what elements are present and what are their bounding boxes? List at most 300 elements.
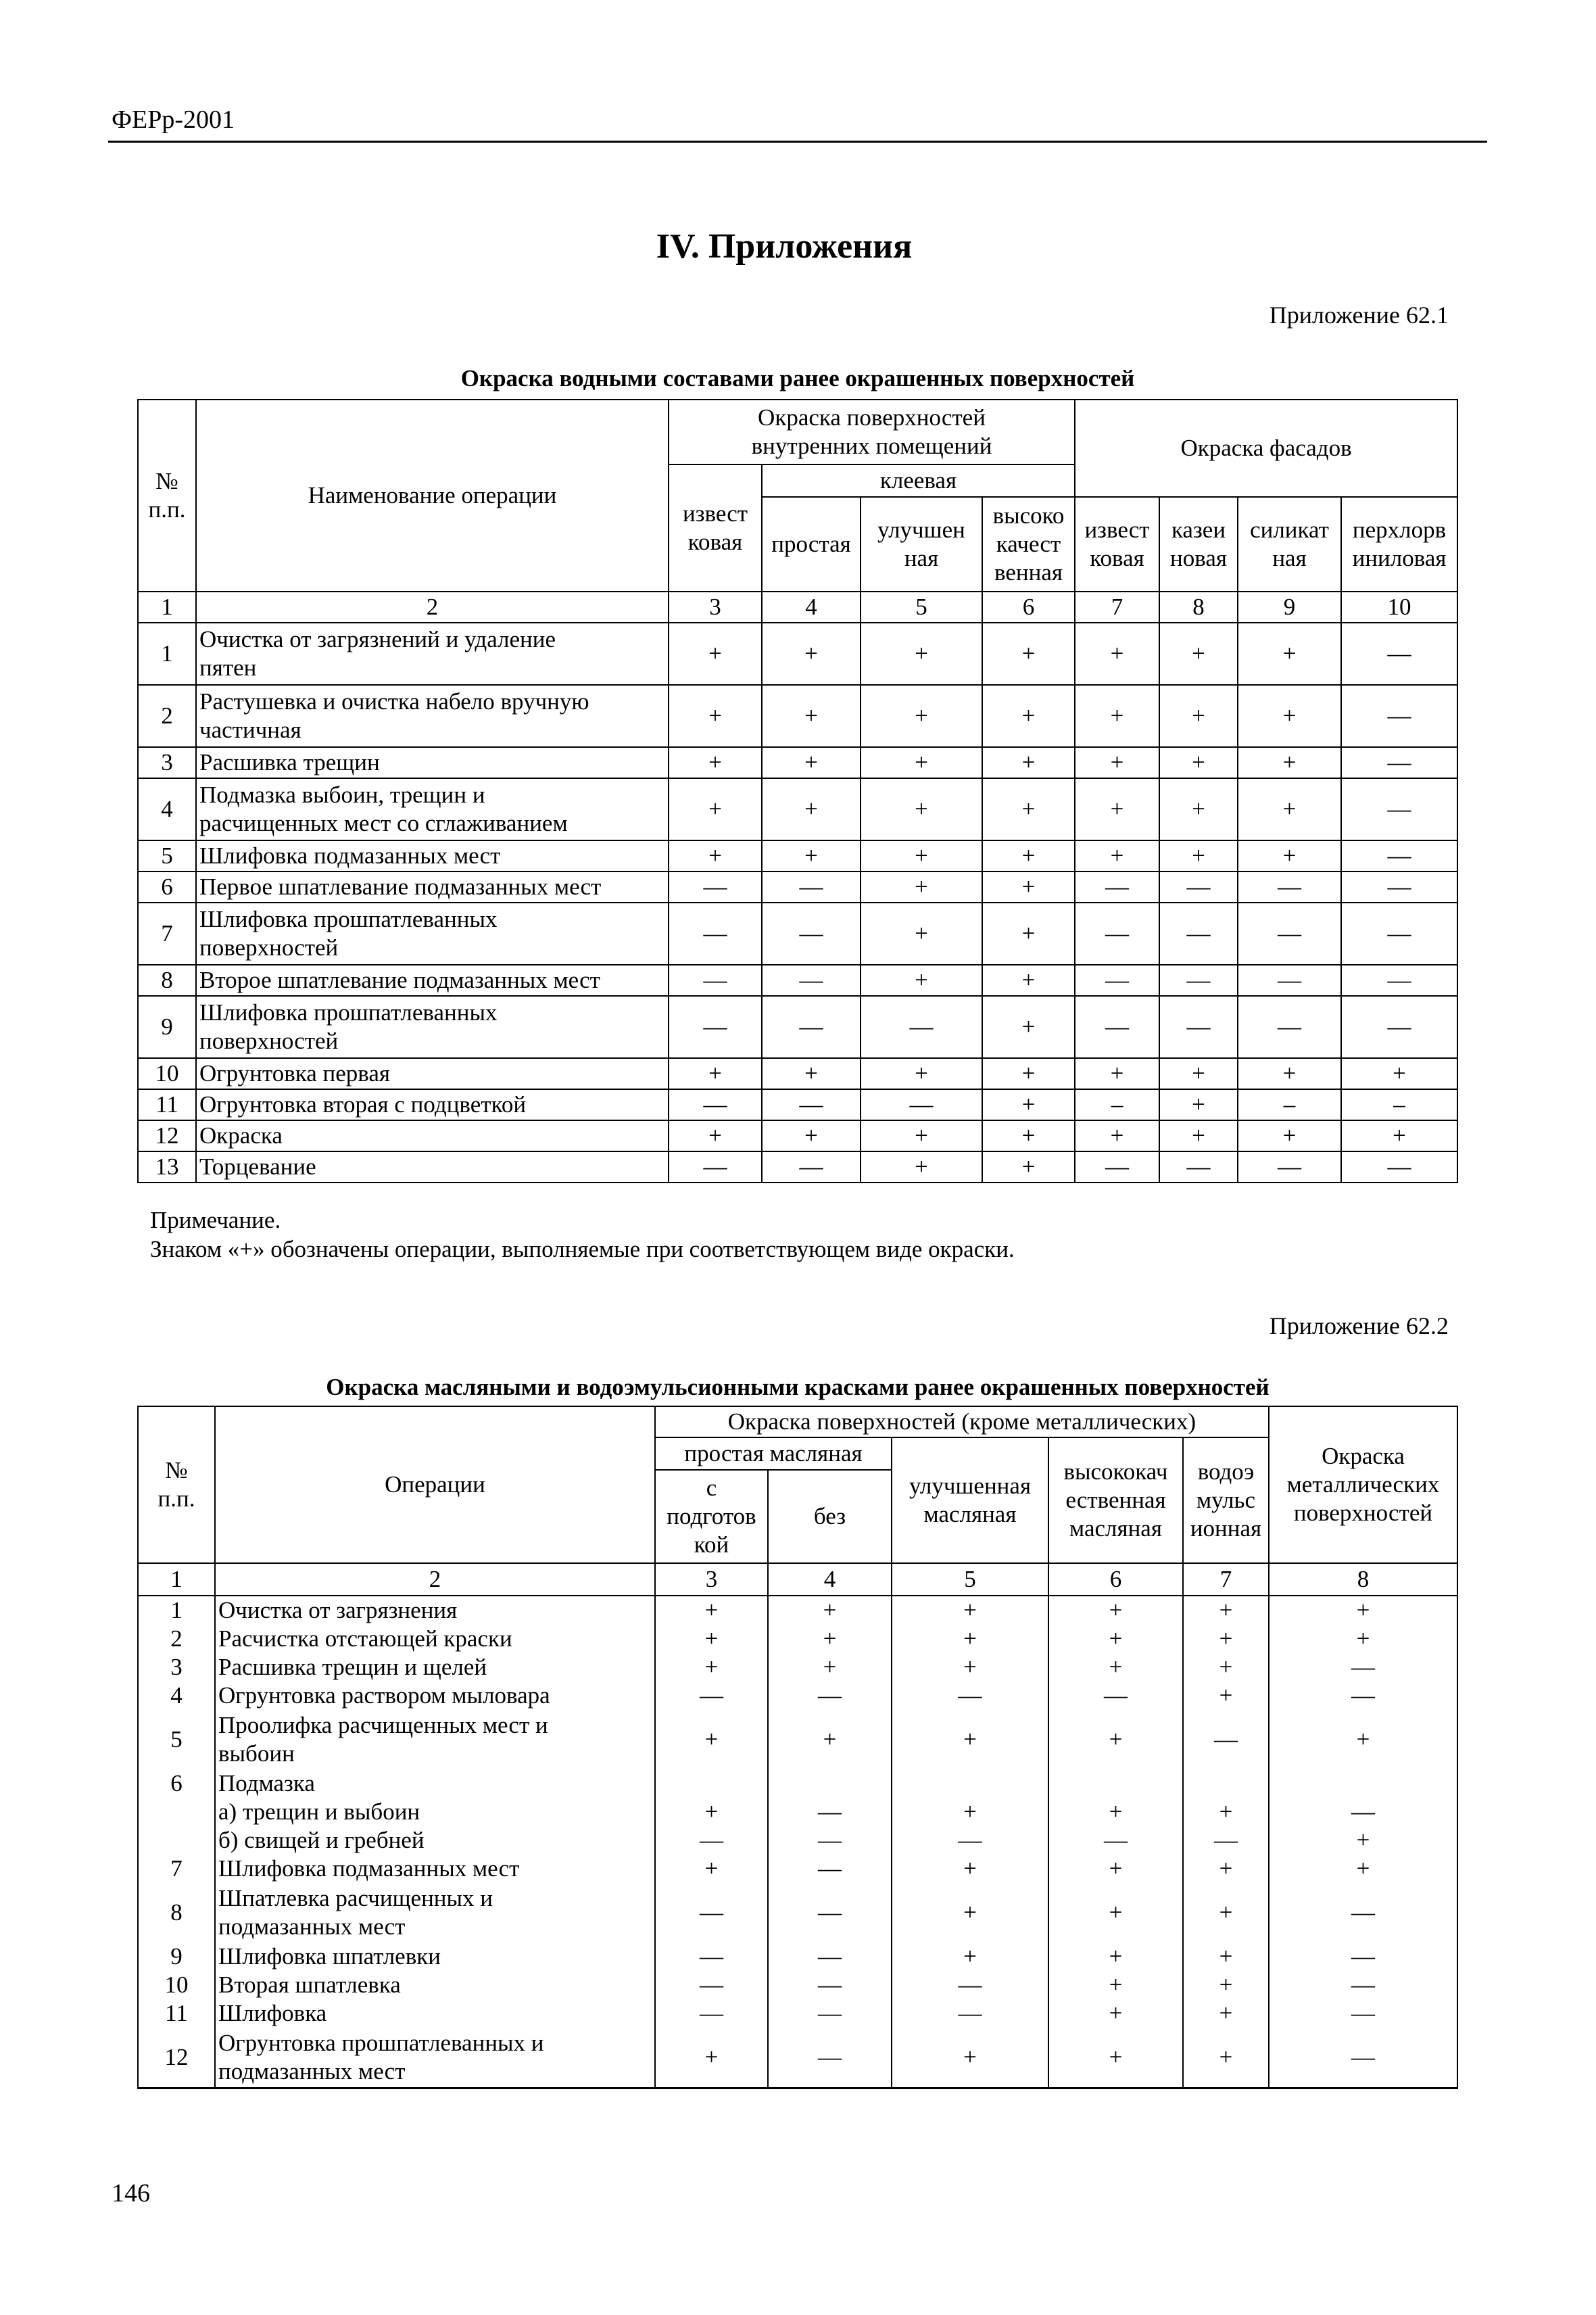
row-number: 9 xyxy=(138,996,196,1058)
applicability-mark: — xyxy=(1159,1151,1238,1183)
row-number: 3 xyxy=(138,747,196,778)
applicability-mark: — xyxy=(1269,1798,1457,1826)
column-number: 2 xyxy=(196,592,669,623)
applicability-mark: + xyxy=(1269,1625,1457,1653)
operation-name: Торцевание xyxy=(196,1151,669,1183)
header-col: простая xyxy=(762,497,861,592)
applicability-mark: — xyxy=(1159,903,1238,965)
header-metal: Окраска металлических поверхностей xyxy=(1269,1406,1457,1563)
operation-name: Расшивка трещин и щелей xyxy=(215,1653,655,1681)
header-simple-oil: простая масляная xyxy=(655,1437,892,1470)
applicability-mark: + xyxy=(1183,2028,1269,2089)
applicability-mark: + xyxy=(762,685,861,747)
applicability-mark: — xyxy=(1269,1681,1457,1710)
header-col: казеи новая xyxy=(1159,497,1238,592)
operation-name: Проолифка расчищенных мест и выбоин xyxy=(215,1710,655,1769)
applicability-mark: + xyxy=(655,2028,768,2089)
applicability-mark: + xyxy=(1048,1942,1183,1971)
table-row xyxy=(138,1798,1457,1826)
applicability-mark: + xyxy=(655,1798,768,1826)
applicability-mark: — xyxy=(655,1883,768,1942)
applicability-mark: + xyxy=(669,623,762,685)
table-row xyxy=(138,1151,1457,1183)
applicability-mark: — xyxy=(669,903,762,965)
header-glue: клеевая xyxy=(762,464,1075,497)
table-row xyxy=(138,1826,1457,1855)
applicability-mark: + xyxy=(1341,1058,1457,1089)
applicability-mark: + xyxy=(768,1710,892,1769)
operation-name: Огрунтовка прошпатлеванных и подмазанных мест xyxy=(215,2028,655,2089)
applicability-mark: + xyxy=(762,1058,861,1089)
applicability-mark: — xyxy=(768,1999,892,2028)
table-row xyxy=(138,965,1457,996)
applicability-mark: + xyxy=(1048,1596,1183,1625)
row-number: 10 xyxy=(138,1971,215,1999)
operation-name: Расшивка трещин xyxy=(196,747,669,778)
applicability-mark: + xyxy=(1183,1971,1269,1999)
row-number: 10 xyxy=(138,1058,196,1089)
table-row xyxy=(138,840,1457,872)
applicability-mark: — xyxy=(1341,747,1457,778)
applicability-mark: + xyxy=(1048,1999,1183,2028)
applicability-mark: + xyxy=(1183,1653,1269,1681)
applicability-mark: + xyxy=(861,872,982,903)
header-high-quality: высококач ественная масляная xyxy=(1048,1437,1183,1563)
column-number: 8 xyxy=(1269,1563,1457,1596)
applicability-mark: — xyxy=(1075,965,1159,996)
table-row xyxy=(138,1625,1457,1653)
row-number: 11 xyxy=(138,1999,215,2028)
applicability-mark: + xyxy=(982,1058,1075,1089)
header-interior: Окраска поверхностей внутренних помещений xyxy=(669,400,1075,464)
row-number: 5 xyxy=(138,1710,215,1769)
applicability-mark: — xyxy=(669,1151,762,1183)
row-number: 3 xyxy=(138,1653,215,1681)
row-number: 4 xyxy=(138,1681,215,1710)
applicability-mark: + xyxy=(982,623,1075,685)
operation-name: Подмазка xyxy=(215,1769,655,1798)
applicability-mark: + xyxy=(655,1855,768,1883)
operation-name: Расчистка отстающей краски xyxy=(215,1625,655,1653)
applicability-mark: — xyxy=(892,1971,1048,1999)
applicability-mark: — xyxy=(1341,872,1457,903)
applicability-mark xyxy=(1183,1769,1269,1798)
applicability-mark: + xyxy=(669,1058,762,1089)
applicability-mark: — xyxy=(1159,872,1238,903)
table-row xyxy=(138,1596,1457,1625)
applicability-mark: + xyxy=(655,1710,768,1769)
applicability-mark: — xyxy=(762,1089,861,1120)
row-number: 13 xyxy=(138,1151,196,1183)
applicability-mark: — xyxy=(768,1855,892,1883)
applicability-mark: + xyxy=(655,1625,768,1653)
row-number: 6 xyxy=(138,1769,215,1798)
applicability-mark: + xyxy=(1159,623,1238,685)
applicability-mark: + xyxy=(655,1653,768,1681)
applicability-mark: — xyxy=(1341,840,1457,872)
page-number: 146 xyxy=(112,2179,150,2207)
table-row xyxy=(138,623,1457,685)
row-number: 1 xyxy=(138,623,196,685)
applicability-mark: – xyxy=(1075,1089,1159,1120)
operation-name: Очистка от загрязнения xyxy=(215,1596,655,1625)
row-number: 8 xyxy=(138,965,196,996)
applicability-mark: + xyxy=(1048,1625,1183,1653)
column-number: 3 xyxy=(655,1563,768,1596)
row-number: 7 xyxy=(138,903,196,965)
applicability-mark: + xyxy=(669,840,762,872)
applicability-mark: + xyxy=(861,965,982,996)
applicability-mark: + xyxy=(762,747,861,778)
applicability-mark: + xyxy=(1075,1058,1159,1089)
column-number: 9 xyxy=(1238,592,1341,623)
applicability-mark: — xyxy=(1341,1151,1457,1183)
applicability-mark: + xyxy=(982,903,1075,965)
applicability-mark: + xyxy=(892,1855,1048,1883)
applicability-mark: + xyxy=(1075,840,1159,872)
column-number: 7 xyxy=(1075,592,1159,623)
applicability-mark: + xyxy=(982,1151,1075,1183)
applicability-mark: — xyxy=(655,1971,768,1999)
header-with-prep: с подготов кой xyxy=(655,1470,768,1563)
header-col: извест ковая xyxy=(1075,497,1159,592)
applicability-mark: + xyxy=(861,623,982,685)
applicability-mark: — xyxy=(1238,965,1341,996)
row-number: 2 xyxy=(138,685,196,747)
applicability-mark xyxy=(892,1769,1048,1798)
row-number xyxy=(138,1798,215,1826)
applicability-mark: — xyxy=(1238,996,1341,1058)
operation-name: Окраска xyxy=(196,1120,669,1151)
applicability-mark: + xyxy=(982,840,1075,872)
applicability-mark: — xyxy=(768,1681,892,1710)
applicability-mark: — xyxy=(1075,903,1159,965)
table-row xyxy=(138,1710,1457,1769)
applicability-mark: + xyxy=(1048,1971,1183,1999)
column-number: 6 xyxy=(982,592,1075,623)
applicability-mark: + xyxy=(861,778,982,840)
row-number: 1 xyxy=(138,1596,215,1625)
operation-name: Огрунтовка раствором мыловара xyxy=(215,1681,655,1710)
row-number: 11 xyxy=(138,1089,196,1120)
table-row xyxy=(138,1120,1457,1151)
table-row xyxy=(138,903,1457,965)
applicability-mark: + xyxy=(982,1120,1075,1151)
applicability-mark: + xyxy=(762,1120,861,1151)
applicability-mark: + xyxy=(982,685,1075,747)
row-number: 9 xyxy=(138,1942,215,1971)
operation-name: Шлифовка xyxy=(215,1999,655,2028)
header-divider xyxy=(108,141,1487,143)
applicability-mark: — xyxy=(1183,1826,1269,1855)
applicability-mark: — xyxy=(1269,1883,1457,1942)
column-number: 4 xyxy=(768,1563,892,1596)
applicability-mark: + xyxy=(1075,778,1159,840)
row-number: 6 xyxy=(138,872,196,903)
applicability-mark: — xyxy=(861,1089,982,1120)
applicability-mark: — xyxy=(1183,1710,1269,1769)
applicability-mark: + xyxy=(669,685,762,747)
applicability-mark: + xyxy=(1183,1883,1269,1942)
applicability-mark: — xyxy=(655,1942,768,1971)
applicability-mark: — xyxy=(892,1826,1048,1855)
column-number: 5 xyxy=(861,592,982,623)
applicability-mark: + xyxy=(1048,1653,1183,1681)
note-title: Примечание. xyxy=(150,1207,281,1233)
section-title: IV. Приложения xyxy=(656,227,913,266)
applicability-mark: — xyxy=(1238,872,1341,903)
applicability-mark: + xyxy=(892,1798,1048,1826)
applicability-mark: — xyxy=(669,996,762,1058)
applicability-mark: + xyxy=(1238,623,1341,685)
table-row xyxy=(138,1653,1457,1681)
applicability-mark: + xyxy=(1238,778,1341,840)
applicability-mark: — xyxy=(768,1942,892,1971)
applicability-mark: + xyxy=(1238,1120,1341,1151)
applicability-mark: — xyxy=(1269,1999,1457,2028)
applicability-mark: + xyxy=(892,1942,1048,1971)
document-code: ФЕРр-2001 xyxy=(112,105,235,134)
header-operation-name: Наименование операции xyxy=(196,400,669,592)
applicability-mark: + xyxy=(1159,1089,1238,1120)
applicability-mark xyxy=(1269,1769,1457,1798)
applicability-mark: + xyxy=(1341,1120,1457,1151)
applicability-mark: + xyxy=(1048,1855,1183,1883)
header-col: высоко качест венная xyxy=(982,497,1075,592)
table-row xyxy=(138,872,1457,903)
applicability-mark: — xyxy=(1269,2028,1457,2089)
note-text: Знаком «+» обозначены операции, выполняемые при соответствующем виде окраски. xyxy=(150,1236,1015,1262)
applicability-mark: + xyxy=(892,1710,1048,1769)
applicability-mark: + xyxy=(1075,1120,1159,1151)
applicability-mark: — xyxy=(762,903,861,965)
applicability-mark: + xyxy=(861,903,982,965)
table-row xyxy=(138,685,1457,747)
column-number: 1 xyxy=(138,1563,215,1596)
row-number: 12 xyxy=(138,1120,196,1151)
header-num: № п.п. xyxy=(138,1406,215,1563)
column-numbers-row xyxy=(138,1563,1457,1596)
header-surfaces: Окраска поверхностей (кроме металлических) xyxy=(655,1406,1269,1437)
applicability-mark: + xyxy=(1269,1710,1457,1769)
applicability-mark: + xyxy=(1048,2028,1183,2089)
applicability-mark: — xyxy=(1159,965,1238,996)
table-water-paint-operations xyxy=(137,399,1458,1183)
table-row xyxy=(138,1999,1457,2028)
column-number: 7 xyxy=(1183,1563,1269,1596)
applicability-mark: + xyxy=(768,1625,892,1653)
applicability-mark: + xyxy=(1238,840,1341,872)
table-row xyxy=(138,1942,1457,1971)
applicability-mark: + xyxy=(982,778,1075,840)
operation-name: Шлифовка подмазанных мест xyxy=(196,840,669,872)
applicability-mark: + xyxy=(669,1120,762,1151)
header-water-emulsion: водоэ мульс ионная xyxy=(1183,1437,1269,1563)
applicability-mark: — xyxy=(1341,996,1457,1058)
applicability-mark: — xyxy=(669,872,762,903)
applicability-mark: + xyxy=(892,1596,1048,1625)
applicability-mark: — xyxy=(1075,872,1159,903)
header-facade: Окраска фасадов xyxy=(1075,400,1457,497)
table-row xyxy=(138,1769,1457,1798)
applicability-mark: + xyxy=(762,840,861,872)
table-row xyxy=(138,1089,1457,1120)
applicability-mark: — xyxy=(1341,778,1457,840)
applicability-mark: — xyxy=(861,996,982,1058)
applicability-mark: + xyxy=(768,1596,892,1625)
applicability-mark: + xyxy=(1075,623,1159,685)
applicability-mark: — xyxy=(1075,1151,1159,1183)
applicability-mark: — xyxy=(768,1826,892,1855)
applicability-mark xyxy=(1048,1769,1183,1798)
applicability-mark: — xyxy=(1048,1826,1183,1855)
applicability-mark: + xyxy=(1269,1855,1457,1883)
applicability-mark: + xyxy=(1183,1625,1269,1653)
operation-name: Растушевка и очистка набело вручную частичная xyxy=(196,685,669,747)
table-row xyxy=(138,996,1457,1058)
column-number: 1 xyxy=(138,592,196,623)
applicability-mark: + xyxy=(982,747,1075,778)
table-row xyxy=(138,778,1457,840)
header-col: перхлорв иниловая xyxy=(1341,497,1457,592)
applicability-mark: — xyxy=(768,1883,892,1942)
applicability-mark: — xyxy=(1159,996,1238,1058)
column-number: 6 xyxy=(1048,1563,1183,1596)
applicability-mark: + xyxy=(762,778,861,840)
applicability-mark: — xyxy=(768,1798,892,1826)
header-improved: улучшенная масляная xyxy=(892,1437,1048,1563)
operation-name: Вторая шпатлевка xyxy=(215,1971,655,1999)
row-number: 12 xyxy=(138,2028,215,2089)
table-oil-paint-operations xyxy=(137,1406,1458,2089)
applicability-mark: — xyxy=(669,965,762,996)
applicability-mark: + xyxy=(1238,1058,1341,1089)
applicability-mark: — xyxy=(1075,996,1159,1058)
applicability-mark: — xyxy=(1269,1653,1457,1681)
applicability-mark: + xyxy=(892,1625,1048,1653)
applicability-mark: + xyxy=(982,872,1075,903)
table-row xyxy=(138,1855,1457,1883)
applicability-mark: + xyxy=(892,1653,1048,1681)
applicability-mark: + xyxy=(1075,747,1159,778)
row-number: 4 xyxy=(138,778,196,840)
appendix-62-2-label: Приложение 62.2 xyxy=(1269,1312,1449,1339)
applicability-mark: + xyxy=(1238,685,1341,747)
applicability-mark: — xyxy=(1238,1151,1341,1183)
applicability-mark: — xyxy=(1048,1681,1183,1710)
applicability-mark: — xyxy=(655,1999,768,2028)
table-row xyxy=(138,1971,1457,1999)
operation-name: Первое шпатлевание подмазанных мест xyxy=(196,872,669,903)
applicability-mark: + xyxy=(1183,1942,1269,1971)
applicability-mark: + xyxy=(982,1089,1075,1120)
applicability-mark: + xyxy=(1159,1058,1238,1089)
applicability-mark: + xyxy=(768,1653,892,1681)
applicability-mark: + xyxy=(1269,1596,1457,1625)
applicability-mark: + xyxy=(1048,1710,1183,1769)
operation-name: Второе шпатлевание подмазанных мест xyxy=(196,965,669,996)
table-row xyxy=(138,1883,1457,1942)
applicability-mark: + xyxy=(655,1596,768,1625)
operation-name: Огрунтовка первая xyxy=(196,1058,669,1089)
applicability-mark: + xyxy=(1159,840,1238,872)
applicability-mark: – xyxy=(1341,1089,1457,1120)
applicability-mark: + xyxy=(861,840,982,872)
applicability-mark: – xyxy=(1238,1089,1341,1120)
table-row xyxy=(138,1058,1457,1089)
applicability-mark: — xyxy=(762,1151,861,1183)
applicability-mark: + xyxy=(1183,1681,1269,1710)
operation-name: а) трещин и выбоин xyxy=(215,1798,655,1826)
applicability-mark: — xyxy=(768,2028,892,2089)
applicability-mark: + xyxy=(892,1883,1048,1942)
operation-name: б) свищей и гребней xyxy=(215,1826,655,1855)
applicability-mark: — xyxy=(655,1681,768,1710)
applicability-mark: + xyxy=(669,747,762,778)
applicability-mark: + xyxy=(892,2028,1048,2089)
table-row xyxy=(138,1681,1457,1710)
applicability-mark: + xyxy=(1183,1596,1269,1625)
applicability-mark: + xyxy=(861,747,982,778)
applicability-mark: + xyxy=(861,1151,982,1183)
applicability-mark: — xyxy=(1269,1971,1457,1999)
row-number xyxy=(138,1826,215,1855)
applicability-mark: — xyxy=(762,872,861,903)
applicability-mark: + xyxy=(1048,1798,1183,1826)
applicability-mark xyxy=(768,1769,892,1798)
applicability-mark: + xyxy=(1159,747,1238,778)
row-number: 8 xyxy=(138,1883,215,1942)
row-number: 5 xyxy=(138,840,196,872)
applicability-mark: + xyxy=(1159,1120,1238,1151)
applicability-mark: — xyxy=(1341,903,1457,965)
header-operations: Операции xyxy=(215,1406,655,1563)
applicability-mark: + xyxy=(1183,1999,1269,2028)
applicability-mark: — xyxy=(1341,685,1457,747)
header-col-lime: извест ковая xyxy=(669,464,762,592)
applicability-mark: — xyxy=(892,1681,1048,1710)
column-number: 5 xyxy=(892,1563,1048,1596)
applicability-mark: — xyxy=(762,965,861,996)
applicability-mark: + xyxy=(1159,778,1238,840)
operation-name: Подмазка выбоин, трещин и расчищенных мест со сглаживанием xyxy=(196,778,669,840)
applicability-mark: + xyxy=(669,778,762,840)
row-number: 7 xyxy=(138,1855,215,1883)
appendix-62-2-title: Окраска масляными и водоэмульсионными красками ранее окрашенных поверхностей xyxy=(326,1374,1269,1400)
column-number: 3 xyxy=(669,592,762,623)
column-number: 4 xyxy=(762,592,861,623)
column-number: 10 xyxy=(1341,592,1457,623)
applicability-mark: + xyxy=(1269,1826,1457,1855)
applicability-mark: — xyxy=(655,1826,768,1855)
column-number: 2 xyxy=(215,1563,655,1596)
applicability-mark: — xyxy=(1238,903,1341,965)
operation-name: Шлифовка прошпатлеванных поверхностей xyxy=(196,996,669,1058)
column-number: 8 xyxy=(1159,592,1238,623)
applicability-mark: — xyxy=(768,1971,892,1999)
operation-name: Шпатлевка расчищенных и подмазанных мест xyxy=(215,1883,655,1942)
applicability-mark: + xyxy=(1075,685,1159,747)
operation-name: Очистка от загрязнений и удаление пятен xyxy=(196,623,669,685)
header-col: улучшен ная xyxy=(861,497,982,592)
operation-name: Шлифовка шпатлевки xyxy=(215,1942,655,1971)
operation-name: Шлифовка подмазанных мест xyxy=(215,1855,655,1883)
operation-name: Шлифовка прошпатлеванных поверхностей xyxy=(196,903,669,965)
applicability-mark: + xyxy=(861,1058,982,1089)
applicability-mark: + xyxy=(1183,1798,1269,1826)
applicability-mark: — xyxy=(1269,1942,1457,1971)
applicability-mark: + xyxy=(1048,1883,1183,1942)
